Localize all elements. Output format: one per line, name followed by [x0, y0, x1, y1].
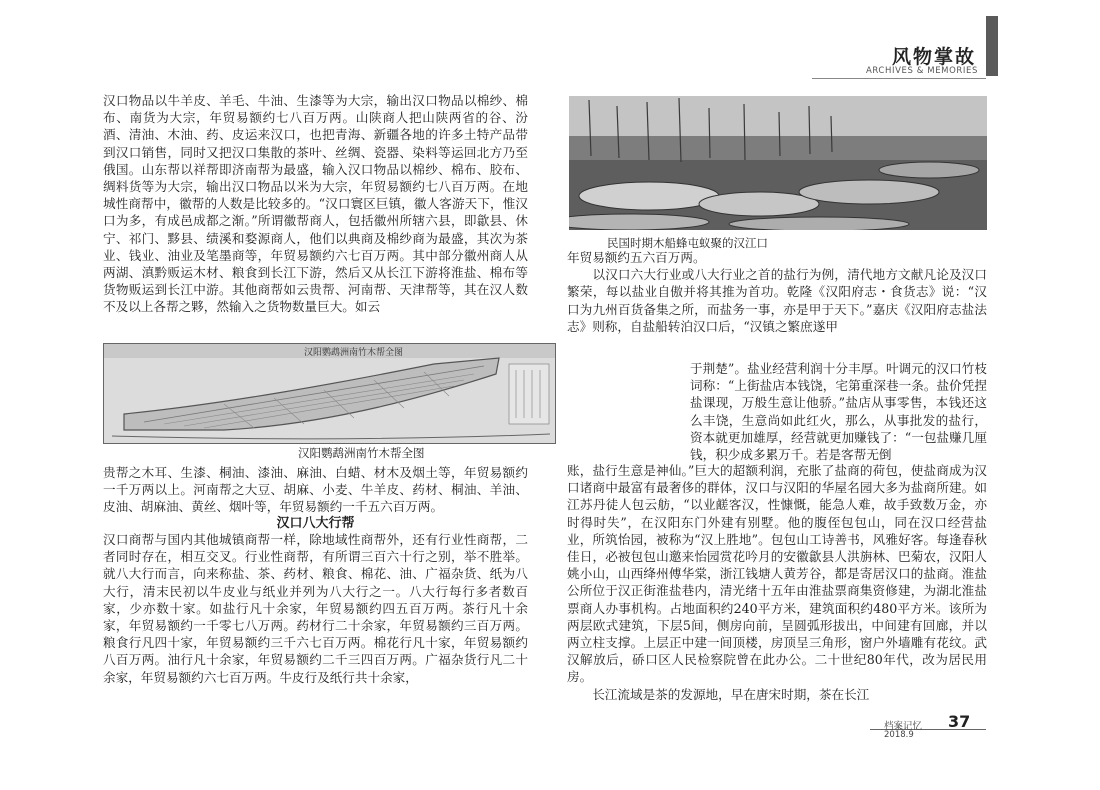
- page-number: 37: [948, 712, 971, 731]
- right-column-mid-paragraph: 于荆楚”。盐业经营利润十分丰厚。叶调元的汉口竹枝词称：“上街盐店本钱饶，宅第重深巷一条。盐价凭捏盐课现，万般生意让他骄。”盐店从事零售，本钱还这么丰饶，生意尚如此红火，那么，从事批发的盐行，资本就更加雄厚，经营就更加赚钱了：“一包盐赚几厘钱，积少成多累万千。若是客帮无倒: [690, 361, 987, 463]
- left-column-continued-paragraph: 贵帮之木耳、生漆、桐油、漆油、麻油、白蜡、材木及烟土等，年贸易额约一千万两以上。河南帮之大豆、胡麻、小麦、牛羊皮、药材、桐油、羊油、皮油、胡麻油、黄丝、烟叶等，年贸易额约一千五六百万两。: [103, 465, 528, 515]
- right-column-top-paragraph: 年贸易额约五六百万两。 以汉口六大行业或八大行业之首的盐行为例，清代地方文献凡论及汉口繁荣，每以盐业自傲并将其推为首功。乾隆《汉阳府志・食货志》说：“汉口为九州百货备集之所，而盐务一事，亦是甲于天下。”嘉庆《汉阳府志盐法志》则称，自盐船转泊汉口后，“汉镇之繁庶遂甲: [567, 250, 987, 334]
- column-subtitle: ARCHIVES & MEMORIES: [865, 66, 978, 76]
- journal-name: 档案记忆: [884, 721, 923, 732]
- section-heading: 汉口八大行帮: [276, 516, 355, 531]
- left-column-section-paragraph: 汉口商帮与国内其他城镇商帮一样，除地域性商帮外，还有行业性商帮，二者同时存在，相互交叉。行业性商帮，有所谓三百六十行之别，举不胜举。就八大行而言，向来称盐、茶、药材、粮食、棉花、油、广福杂货、纸为八大行，清末民初以牛皮业与纸业并列为八大行之一。八大行每行多者数百家，少亦数十家。如盐行凡十余家，年贸易额约四五百万两。茶行凡十余家，年贸易额约一千零七八万两。药材行二十余家，年贸易额约三百万两。粮食行凡四十家，年贸易额约三千六七百万两。棉花行凡十家，年贸易额约八百万两。油行凡十余家，年贸易额约二千三四百万两。广福杂货行凡二十余家，年贸易额约六七百万两。牛皮行及纸行共十余家，: [103, 532, 528, 685]
- map-title: 汉阳鹦鹉洲南竹木帮全图: [304, 348, 404, 358]
- column-title: 风物掌故: [891, 46, 976, 68]
- map-drawing: [104, 344, 555, 443]
- harbor-photo-drawing: [569, 96, 987, 230]
- harbor-photo: [569, 96, 987, 230]
- left-column-top-paragraph: 汉口物品以牛羊皮、羊毛、牛油、生漆等为大宗，输出汉口物品以棉纱、棉布、南货为大宗，年贸易额约七八百万两。山陕商人把山陕两省的谷、汾酒、清油、木油、药、皮运来汉口，也把青海、新疆各地的许多土特产品带到汉口销售，同时又把汉口集散的茶叶、丝绸、瓷器、染料等运回北方乃至俄国。山东帮以祥帮即济南帮为最盛，输入汉口物品以棉纱、棉布、胶布、绸料货等为大宗，输出汉口物品以米为大宗，年贸易额约七八百万两。在地城性商帮中，徽帮的人数是比较多的。“汉口寰区巨镇，徽人客游天下，惟汉口为多，有成邑成都之渐。”所谓徽帮商人，包括徽州所辖六县，即歙县、休宁、祁门、黟县、绩溪和婺源商人，他们以典商及棉纱商为最盛，其次为茶业、钱业、油业及笔墨商等，年贸易额约六七百万两。其中部分徽州商人从两湖、滇黔贩运木材、粮食到长江下游，然后又从长江下游将淮盐、棉布等货物贩运到长江中游。其他商帮如云贵帮、河南帮、天津帮等，其在汉人数不及以上各帮之夥，然输入之货物数量巨大。如云: [103, 93, 528, 315]
- header-rule: [812, 78, 986, 79]
- issue-date: 2018.9: [884, 730, 914, 740]
- column-side-bar: [986, 16, 998, 76]
- map-caption: 汉阳鹦鹉洲南竹木帮全图: [298, 446, 425, 460]
- photo-caption: 民国时期木船蜂屯蚁聚的汉江口: [607, 236, 768, 250]
- map-figure: [103, 343, 556, 444]
- right-column-bottom-paragraph: 账，盐行生意是神仙。”巨大的超额利润，充胀了盐商的荷包，使盐商成为汉口诸商中最富有最奢侈的群体，汉口与汉阳的华屋名园大多为盐商所建。如江苏丹徒人包云舫，“以业鹾客汉，性慷慨，能急人难，故手致数万金，亦时得时失”，在汉阳东门外建有别墅。他的腹侄包包山，同在汉口经营盐业，所筑怡园，被称为“汉上胜地”。包包山工诗善书，风雅好客。每逢春秋佳日，必被包包山邀来怡园赏花吟月的安徽歙县人洪旃林、巴菊农，汉阳人姚小山，山西绛州傅华棠，浙江钱塘人黄芳谷，都是寄居汉口的盐商。淮盐公所位于汉正街淮盐巷内，清光绪十五年由淮盐票商集资修建，为湖北淮盐票商人办事机构。占地面积约240平方米，建筑面积约480平方米。该所为两层欧式建筑，下层5间，侧房向前，呈圆弧形拔出，中间建有回廊，并以两立柱支撑。上层正中建一间顶楼，房顶呈三角形，窗户外墙雕有花纹。武汉解放后，硚口区人民检察院曾在此办公。二十世纪80年代，改为居民用房。 长江流域是茶的发源地，早在唐宋时期，茶在长江: [567, 463, 987, 702]
